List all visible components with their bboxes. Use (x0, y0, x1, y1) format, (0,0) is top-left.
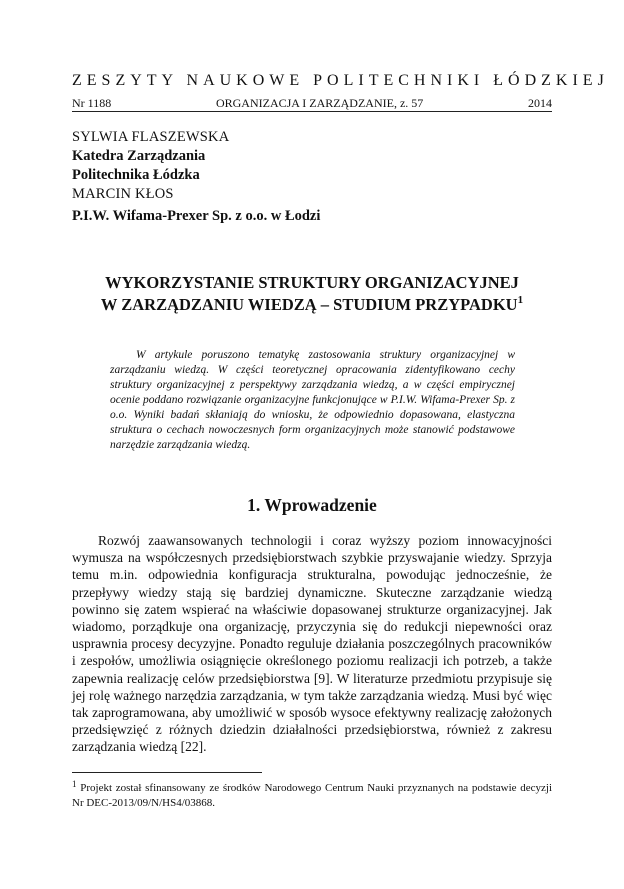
title-footnote-mark[interactable]: 1 (517, 294, 524, 306)
header-rule (72, 111, 552, 112)
issue-year: 2014 (528, 96, 552, 110)
author-name: MARCIN KŁOS (72, 186, 174, 202)
authors-block (72, 128, 552, 226)
author-name: SYLWIA FLASZEWSKA (72, 129, 230, 145)
section-heading: 1. Wprowadzenie (247, 495, 377, 515)
paper-title (72, 272, 552, 316)
body-paragraph: Rozwój zaawansowanych technologii i coraz wyższy poziom innowacyjności wymusza na współczesnych przedsiębiorstwach szybkie przyswajanie wiedzy. Sprzyja temu m.in. odpowiednia konfiguracja strukturalna, powodując jednocześnie, że przepływy wiedzy stają się bardziej dynamiczne. Skuteczne zarządzanie wiedzą powinno się zatem wspierać na właściwie dopasowanej strukturze organizacyjnej. Jak wiadomo, porządkuje ona organizację, przyczynia się do redukcji niepewności oraz usprawnia procesy decyzyjne. Ponadto reguluje działania poszczególnych pracowników i zespołów, umożliwia osiągnięcie określonego poziomu realizacji ich potrzeb, a także zapewnia realizację celów przedsiębiorstwa [9]. W literaturze przedmiotu przypisuje się jej rolę ważnego narzędzia zarządzania, w tym także zarządzania wiedzą. Musi być więc tak zaprogramowana, aby umożliwić w sposób wysoce efektywny realizację założonych przedsięwzięć z różnych dziedzin działalności przedsiębiorstwa, również z zakresu zarządzania wiedzą [22]. (72, 533, 552, 755)
author-affiliation: P.I.W. Wifama-Prexer Sp. z o.o. w Łodzi (72, 208, 321, 224)
footnote-mark: 1 (72, 779, 77, 789)
journal-series: ORGANIZACJA I ZARZĄDZANIE, z. 57 (215, 96, 424, 110)
author-affiliation: Katedra Zarządzania (72, 148, 206, 164)
journal-title: ZESZYTY NAUKOWE POLITECHNIKI ŁÓDZKIEJ (72, 72, 609, 89)
issue-number: Nr 1188 (72, 96, 112, 110)
title-line: WYKORZYSTANIE STRUKTURY ORGANIZACYJNEJ (105, 273, 519, 292)
footnote-separator (72, 772, 262, 773)
footnote (72, 781, 552, 811)
footnote-text: Projekt został sfinansowany ze środków Narodowego Centrum Nauki przyznanych na podstawie decyzji Nr DEC-2013/09/N/HS4/03868. (72, 782, 553, 809)
title-line-text: W ZARZĄDZANIU WIEDZĄ – STUDIUM PRZYPADKU (100, 295, 518, 314)
author-affiliation: Politechnika Łódzka (72, 167, 200, 183)
abstract: W artykule poruszono tematykę zastosowania struktury organizacyjnej w zarządzaniu wiedzą. W części teoretycznej opracowania zidentyfikowano cechy struktury organizacyjnej z perspektywy zarządzania wiedzą, a w części empirycznej ocenie poddano rozwiązanie organizacyjne funkcjonujące w P.I.W. Wifama-Prexer Sp. z o.o. Wyniki badań skłaniają do wniosku, że odpowiednio dopasowana, elastyczna struktura o cechach nowoczesnych form organizacyjnych może stanowić podstawowe narzędzie zarządzania wiedzą. (110, 349, 515, 451)
title-line (72, 294, 552, 316)
issue-info-row (72, 96, 552, 111)
